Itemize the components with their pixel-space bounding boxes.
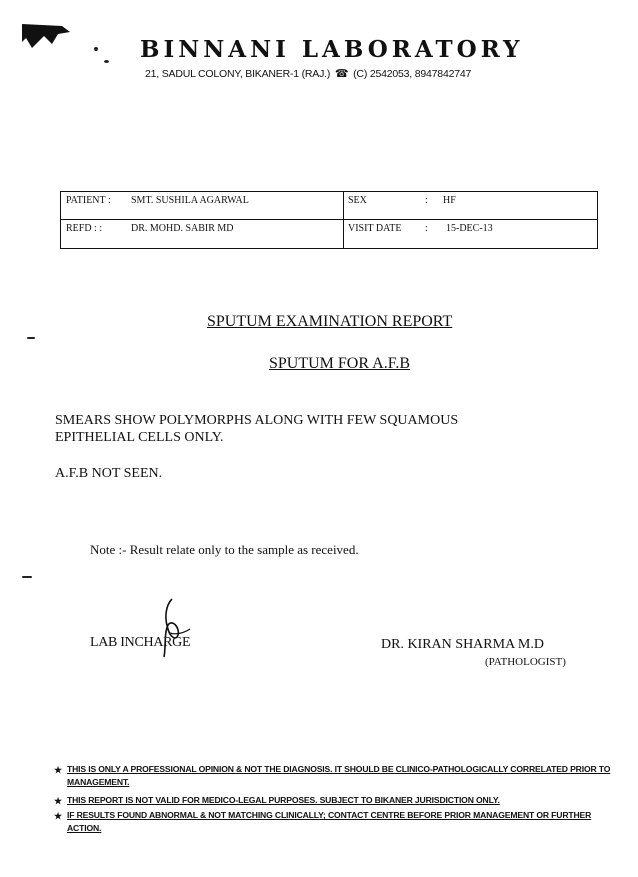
- visit-date-label: VISIT DATE: [348, 223, 402, 234]
- phone-numbers: (C) 2542053, 8947842747: [353, 68, 472, 80]
- referring-doctor: DR. MOHD. SABIR MD: [131, 223, 234, 234]
- visit-date-colon: :: [425, 223, 428, 234]
- pathologist-name: DR. KIRAN SHARMA M.D: [381, 637, 544, 652]
- lab-name: BINNANI LABORATORY: [140, 36, 524, 63]
- patient-label: PATIENT :: [66, 195, 111, 206]
- sample-note: Note :- Result relate only to the sample as received.: [90, 542, 359, 557]
- scan-speck: [22, 576, 32, 578]
- sex-colon: :: [425, 195, 428, 206]
- report-title: SPUTUM EXAMINATION REPORT: [207, 313, 453, 330]
- finding-line-1: SMEARS SHOW POLYMORPHS ALONG WITH FEW SQUAMOUS: [55, 413, 459, 428]
- scan-speck: [94, 47, 98, 51]
- star-icon: ★: [54, 811, 63, 821]
- disclaimer-text: IF RESULTS FOUND ABNORMAL & NOT MATCHING CLINICALLY; CONTACT CENTRE BEFORE PRIOR MANAGEMENT OR FURTHER ACTION.: [67, 810, 592, 833]
- disclaimer-item: [54, 763, 619, 789]
- scan-blot: [22, 22, 72, 50]
- star-icon: ★: [54, 796, 63, 806]
- pathologist-title: (PATHOLOGIST): [485, 656, 566, 668]
- table-divider: [343, 192, 344, 248]
- patient-name: SMT. SUSHILA AGARWAL: [131, 195, 249, 206]
- lab-address: [145, 67, 471, 80]
- address-text: 21, SADUL COLONY, BIKANER-1 (RAJ.): [145, 68, 331, 80]
- telephone-icon: ☎: [334, 68, 349, 80]
- patient-info-table: [60, 191, 598, 249]
- refd-label: REFD : :: [66, 223, 103, 234]
- afb-result: A.F.B NOT SEEN.: [55, 466, 163, 481]
- sex-label: SEX: [348, 195, 367, 206]
- table-divider: [61, 219, 597, 220]
- finding-line-2: EPITHELIAL CELLS ONLY.: [55, 430, 224, 445]
- disclaimer-item: [54, 809, 619, 835]
- visit-date-value: 15-DEC-13: [446, 223, 493, 234]
- disclaimer-text: THIS IS ONLY A PROFESSIONAL OPINION & NOT THE DIAGNOSIS. IT SHOULD BE CLINICO-PATHOLOGICALLY CORRELATED PRIOR TO MANAGEMENT.: [67, 764, 611, 787]
- scan-speck: [104, 60, 109, 63]
- lab-incharge-label: LAB INCHARGE: [90, 635, 191, 650]
- disclaimer-text: THIS REPORT IS NOT VALID FOR MEDICO-LEGAL PURPOSES. SUBJECT TO BIKANER JURISDICTION ONLY.: [67, 795, 500, 805]
- sex-value: HF: [443, 195, 456, 206]
- scan-speck: [27, 337, 35, 339]
- star-icon: ★: [54, 765, 63, 775]
- report-subtitle: SPUTUM FOR A.F.B: [269, 355, 410, 372]
- disclaimer-item: [54, 794, 619, 807]
